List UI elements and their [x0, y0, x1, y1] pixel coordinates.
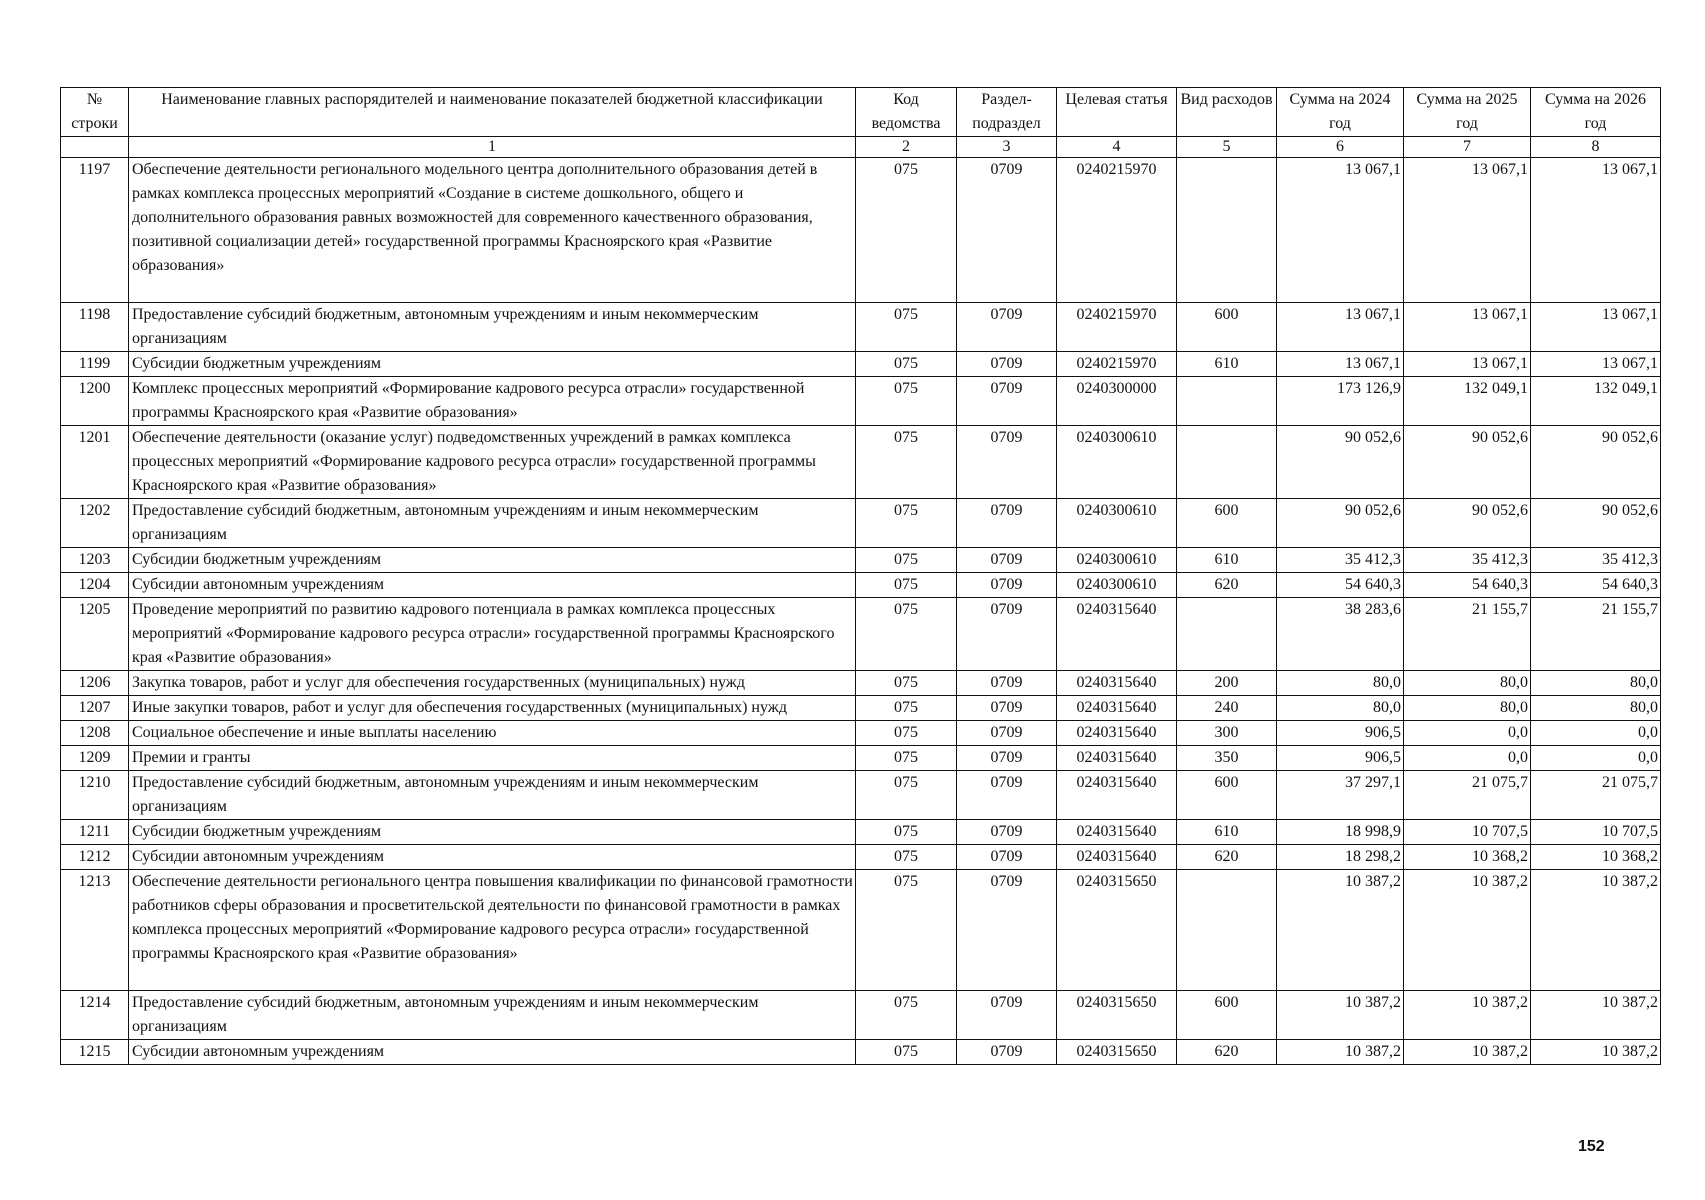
expense-type-cell: 620	[1177, 573, 1277, 598]
target-article-cell: 0240300000	[1057, 377, 1177, 426]
sum-2026-cell: 80,0	[1531, 671, 1661, 696]
expense-type-cell: 200	[1177, 671, 1277, 696]
row-name-cell: Комплекс процессных мероприятий «Формирование кадрового ресурса отрасли» государственной программы Красноярского края «Развитие образования»	[129, 377, 856, 426]
expense-type-cell	[1177, 598, 1277, 671]
target-article-cell: 0240315650	[1057, 991, 1177, 1040]
sum-2024-cell: 906,5	[1277, 721, 1404, 746]
section-cell: 0709	[957, 499, 1057, 548]
table-row	[61, 771, 1661, 820]
table-row	[61, 845, 1661, 870]
sum-2026-cell: 10 368,2	[1531, 845, 1661, 870]
row-number-cell: 1212	[61, 845, 129, 870]
row-number-cell: 1213	[61, 870, 129, 991]
row-number-cell: 1206	[61, 671, 129, 696]
sum-2026-cell: 35 412,3	[1531, 548, 1661, 573]
sum-2025-cell: 13 067,1	[1404, 158, 1531, 303]
row-name-cell: Обеспечение деятельности регионального центра повышения квалификации по финансовой грамотности работников сферы образования и просветительской деятельности по финансовой грамотности в рамках комплекса процессных мероприятий «Формирование кадрового ресурса отрасли» государственной программы Красноярского края «Развитие образования»	[129, 870, 856, 991]
header-name: Наименование главных распорядителей и наименование показателей бюджетной классификации	[129, 88, 856, 137]
row-name-cell: Проведение мероприятий по развитию кадрового потенциала в рамках комплекса процессных мероприятий «Формирование кадрового ресурса отрасли» государственной программы Красноярского края «Развитие образования»	[129, 598, 856, 671]
table-row	[61, 499, 1661, 548]
column-number: 6	[1277, 137, 1404, 158]
sum-2024-cell: 38 283,6	[1277, 598, 1404, 671]
sum-2026-cell: 0,0	[1531, 746, 1661, 771]
target-article-cell: 0240315640	[1057, 845, 1177, 870]
row-number-cell: 1211	[61, 820, 129, 845]
section-cell: 0709	[957, 746, 1057, 771]
sum-2025-cell: 10 387,2	[1404, 870, 1531, 991]
header-row	[61, 88, 1661, 137]
sum-2025-cell: 13 067,1	[1404, 352, 1531, 377]
target-article-cell: 0240300610	[1057, 573, 1177, 598]
section-cell: 0709	[957, 1040, 1057, 1065]
header-target-article: Целевая статья	[1057, 88, 1177, 137]
expense-type-cell: 610	[1177, 820, 1277, 845]
section-cell: 0709	[957, 573, 1057, 598]
header-sum-2025: Сумма на 2025 год	[1404, 88, 1531, 137]
sum-2024-cell: 13 067,1	[1277, 352, 1404, 377]
row-name-cell: Субсидии бюджетным учреждениям	[129, 820, 856, 845]
column-number: 5	[1177, 137, 1277, 158]
sum-2024-cell: 90 052,6	[1277, 426, 1404, 499]
sum-2024-cell: 13 067,1	[1277, 303, 1404, 352]
row-number-cell: 1201	[61, 426, 129, 499]
sum-2026-cell: 90 052,6	[1531, 426, 1661, 499]
header-department-code: Код ведомства	[856, 88, 957, 137]
section-cell: 0709	[957, 548, 1057, 573]
section-cell: 0709	[957, 721, 1057, 746]
sum-2026-cell: 0,0	[1531, 721, 1661, 746]
row-number-cell: 1208	[61, 721, 129, 746]
target-article-cell: 0240315640	[1057, 671, 1177, 696]
expense-type-cell: 600	[1177, 499, 1277, 548]
sum-2025-cell: 90 052,6	[1404, 426, 1531, 499]
expense-type-cell: 620	[1177, 845, 1277, 870]
sum-2024-cell: 10 387,2	[1277, 1040, 1404, 1065]
table-row	[61, 820, 1661, 845]
header-section: Раздел-подраздел	[957, 88, 1057, 137]
row-name-cell: Субсидии бюджетным учреждениям	[129, 352, 856, 377]
sum-2025-cell: 90 052,6	[1404, 499, 1531, 548]
row-number-cell: 1205	[61, 598, 129, 671]
header-expense-type: Вид расходов	[1177, 88, 1277, 137]
expense-type-cell: 610	[1177, 548, 1277, 573]
header-row-number: № строки	[61, 88, 129, 137]
sum-2024-cell: 173 126,9	[1277, 377, 1404, 426]
department-code-cell: 075	[856, 598, 957, 671]
budget-table	[60, 87, 1661, 1065]
column-number	[61, 137, 129, 158]
sum-2025-cell: 80,0	[1404, 696, 1531, 721]
row-name-cell: Предоставление субсидий бюджетным, автономным учреждениям и иным некоммерческим организациям	[129, 499, 856, 548]
sum-2025-cell: 10 368,2	[1404, 845, 1531, 870]
table-body	[61, 158, 1661, 1065]
column-number: 4	[1057, 137, 1177, 158]
sum-2025-cell: 35 412,3	[1404, 548, 1531, 573]
section-cell: 0709	[957, 820, 1057, 845]
sum-2024-cell: 18 998,9	[1277, 820, 1404, 845]
sum-2024-cell: 13 067,1	[1277, 158, 1404, 303]
row-number-cell: 1207	[61, 696, 129, 721]
department-code-cell: 075	[856, 1040, 957, 1065]
target-article-cell: 0240315640	[1057, 820, 1177, 845]
target-article-cell: 0240315640	[1057, 721, 1177, 746]
sum-2026-cell: 10 707,5	[1531, 820, 1661, 845]
table-row	[61, 598, 1661, 671]
sum-2026-cell: 13 067,1	[1531, 352, 1661, 377]
target-article-cell: 0240315640	[1057, 746, 1177, 771]
row-name-cell: Субсидии автономным учреждениям	[129, 573, 856, 598]
row-name-cell: Закупка товаров, работ и услуг для обеспечения государственных (муниципальных) нужд	[129, 671, 856, 696]
sum-2026-cell: 10 387,2	[1531, 991, 1661, 1040]
section-cell: 0709	[957, 845, 1057, 870]
target-article-cell: 0240315640	[1057, 696, 1177, 721]
target-article-cell: 0240315640	[1057, 598, 1177, 671]
expense-type-cell	[1177, 426, 1277, 499]
section-cell: 0709	[957, 696, 1057, 721]
department-code-cell: 075	[856, 870, 957, 991]
target-article-cell: 0240315640	[1057, 771, 1177, 820]
row-name-cell: Премии и гранты	[129, 746, 856, 771]
department-code-cell: 075	[856, 746, 957, 771]
department-code-cell: 075	[856, 991, 957, 1040]
department-code-cell: 075	[856, 820, 957, 845]
section-cell: 0709	[957, 671, 1057, 696]
sum-2026-cell: 10 387,2	[1531, 1040, 1661, 1065]
department-code-cell: 075	[856, 352, 957, 377]
header-sum-2026: Сумма на 2026 год	[1531, 88, 1661, 137]
sum-2024-cell: 90 052,6	[1277, 499, 1404, 548]
table-row	[61, 991, 1661, 1040]
table-row	[61, 158, 1661, 303]
department-code-cell: 075	[856, 573, 957, 598]
department-code-cell: 075	[856, 303, 957, 352]
target-article-cell: 0240215970	[1057, 158, 1177, 303]
expense-type-cell: 350	[1177, 746, 1277, 771]
department-code-cell: 075	[856, 158, 957, 303]
sum-2024-cell: 906,5	[1277, 746, 1404, 771]
section-cell: 0709	[957, 598, 1057, 671]
sum-2024-cell: 37 297,1	[1277, 771, 1404, 820]
budget-table-container	[60, 87, 1660, 1065]
table-row	[61, 696, 1661, 721]
sum-2025-cell: 132 049,1	[1404, 377, 1531, 426]
row-name-cell: Иные закупки товаров, работ и услуг для обеспечения государственных (муниципальных) нужд	[129, 696, 856, 721]
department-code-cell: 075	[856, 845, 957, 870]
sum-2026-cell: 13 067,1	[1531, 158, 1661, 303]
row-number-cell: 1204	[61, 573, 129, 598]
row-number-cell: 1199	[61, 352, 129, 377]
section-cell: 0709	[957, 158, 1057, 303]
column-number: 3	[957, 137, 1057, 158]
row-name-cell: Субсидии автономным учреждениям	[129, 1040, 856, 1065]
sum-2024-cell: 54 640,3	[1277, 573, 1404, 598]
sum-2026-cell: 13 067,1	[1531, 303, 1661, 352]
sum-2026-cell: 10 387,2	[1531, 870, 1661, 991]
target-article-cell: 0240300610	[1057, 548, 1177, 573]
sum-2025-cell: 21 155,7	[1404, 598, 1531, 671]
table-row	[61, 426, 1661, 499]
column-number: 7	[1404, 137, 1531, 158]
section-cell: 0709	[957, 426, 1057, 499]
target-article-cell: 0240315650	[1057, 1040, 1177, 1065]
sum-2025-cell: 80,0	[1404, 671, 1531, 696]
column-number: 8	[1531, 137, 1661, 158]
row-name-cell: Обеспечение деятельности (оказание услуг) подведомственных учреждений в рамках комплекса процессных мероприятий «Формирование кадрового ресурса отрасли» государственной программы Красноярского края «Развитие образования»	[129, 426, 856, 499]
expense-type-cell: 620	[1177, 1040, 1277, 1065]
sum-2024-cell: 35 412,3	[1277, 548, 1404, 573]
section-cell: 0709	[957, 991, 1057, 1040]
department-code-cell: 075	[856, 771, 957, 820]
sum-2026-cell: 132 049,1	[1531, 377, 1661, 426]
row-number-cell: 1203	[61, 548, 129, 573]
section-cell: 0709	[957, 771, 1057, 820]
row-number-cell: 1197	[61, 158, 129, 303]
section-cell: 0709	[957, 352, 1057, 377]
expense-type-cell	[1177, 158, 1277, 303]
department-code-cell: 075	[856, 426, 957, 499]
department-code-cell: 075	[856, 499, 957, 548]
page-number: 152	[1578, 1138, 1605, 1155]
row-number-cell: 1209	[61, 746, 129, 771]
row-number-cell: 1198	[61, 303, 129, 352]
row-number-cell: 1200	[61, 377, 129, 426]
sum-2024-cell: 18 298,2	[1277, 845, 1404, 870]
sum-2025-cell: 0,0	[1404, 746, 1531, 771]
expense-type-cell: 600	[1177, 771, 1277, 820]
section-cell: 0709	[957, 377, 1057, 426]
sum-2026-cell: 21 075,7	[1531, 771, 1661, 820]
sum-2025-cell: 10 707,5	[1404, 820, 1531, 845]
target-article-cell: 0240315650	[1057, 870, 1177, 991]
table-row	[61, 1040, 1661, 1065]
department-code-cell: 075	[856, 696, 957, 721]
row-number-cell: 1214	[61, 991, 129, 1040]
sum-2025-cell: 21 075,7	[1404, 771, 1531, 820]
sum-2026-cell: 54 640,3	[1531, 573, 1661, 598]
row-name-cell: Обеспечение деятельности регионального модельного центра дополнительного образования детей в рамках комплекса процессных мероприятий «Создание в системе дошкольного, общего и дополнительного образования равных возможностей для современного качественного образования, позитивной социализации детей» государственной программы Красноярского края «Развитие образования»	[129, 158, 856, 303]
column-number: 1	[129, 137, 856, 158]
department-code-cell: 075	[856, 721, 957, 746]
row-name-cell: Субсидии бюджетным учреждениям	[129, 548, 856, 573]
expense-type-cell	[1177, 870, 1277, 991]
row-name-cell: Предоставление субсидий бюджетным, автономным учреждениям и иным некоммерческим организациям	[129, 303, 856, 352]
sum-2026-cell: 90 052,6	[1531, 499, 1661, 548]
expense-type-cell: 300	[1177, 721, 1277, 746]
target-article-cell: 0240300610	[1057, 499, 1177, 548]
row-name-cell: Субсидии автономным учреждениям	[129, 845, 856, 870]
department-code-cell: 075	[856, 548, 957, 573]
target-article-cell: 0240300610	[1057, 426, 1177, 499]
sum-2026-cell: 80,0	[1531, 696, 1661, 721]
sum-2025-cell: 13 067,1	[1404, 303, 1531, 352]
department-code-cell: 075	[856, 671, 957, 696]
target-article-cell: 0240215970	[1057, 303, 1177, 352]
target-article-cell: 0240215970	[1057, 352, 1177, 377]
expense-type-cell	[1177, 377, 1277, 426]
section-cell: 0709	[957, 870, 1057, 991]
table-row	[61, 746, 1661, 771]
table-row	[61, 377, 1661, 426]
table-row	[61, 303, 1661, 352]
sum-2025-cell: 0,0	[1404, 721, 1531, 746]
table-row	[61, 548, 1661, 573]
section-cell: 0709	[957, 303, 1057, 352]
sum-2024-cell: 80,0	[1277, 671, 1404, 696]
header-sum-2024: Сумма на 2024 год	[1277, 88, 1404, 137]
department-code-cell: 075	[856, 377, 957, 426]
table-row	[61, 352, 1661, 377]
expense-type-cell: 600	[1177, 991, 1277, 1040]
sum-2026-cell: 21 155,7	[1531, 598, 1661, 671]
table-row	[61, 870, 1661, 991]
sum-2025-cell: 10 387,2	[1404, 991, 1531, 1040]
sum-2024-cell: 80,0	[1277, 696, 1404, 721]
table-row	[61, 573, 1661, 598]
sum-2024-cell: 10 387,2	[1277, 870, 1404, 991]
row-number-cell: 1215	[61, 1040, 129, 1065]
row-number-cell: 1210	[61, 771, 129, 820]
row-name-cell: Предоставление субсидий бюджетным, автономным учреждениям и иным некоммерческим организациям	[129, 991, 856, 1040]
table-row	[61, 721, 1661, 746]
row-name-cell: Предоставление субсидий бюджетным, автономным учреждениям и иным некоммерческим организациям	[129, 771, 856, 820]
sum-2025-cell: 54 640,3	[1404, 573, 1531, 598]
row-name-cell: Социальное обеспечение и иные выплаты населению	[129, 721, 856, 746]
expense-type-cell: 610	[1177, 352, 1277, 377]
column-number-row	[61, 137, 1661, 158]
column-number: 2	[856, 137, 957, 158]
sum-2024-cell: 10 387,2	[1277, 991, 1404, 1040]
sum-2025-cell: 10 387,2	[1404, 1040, 1531, 1065]
expense-type-cell: 240	[1177, 696, 1277, 721]
row-number-cell: 1202	[61, 499, 129, 548]
table-row	[61, 671, 1661, 696]
expense-type-cell: 600	[1177, 303, 1277, 352]
